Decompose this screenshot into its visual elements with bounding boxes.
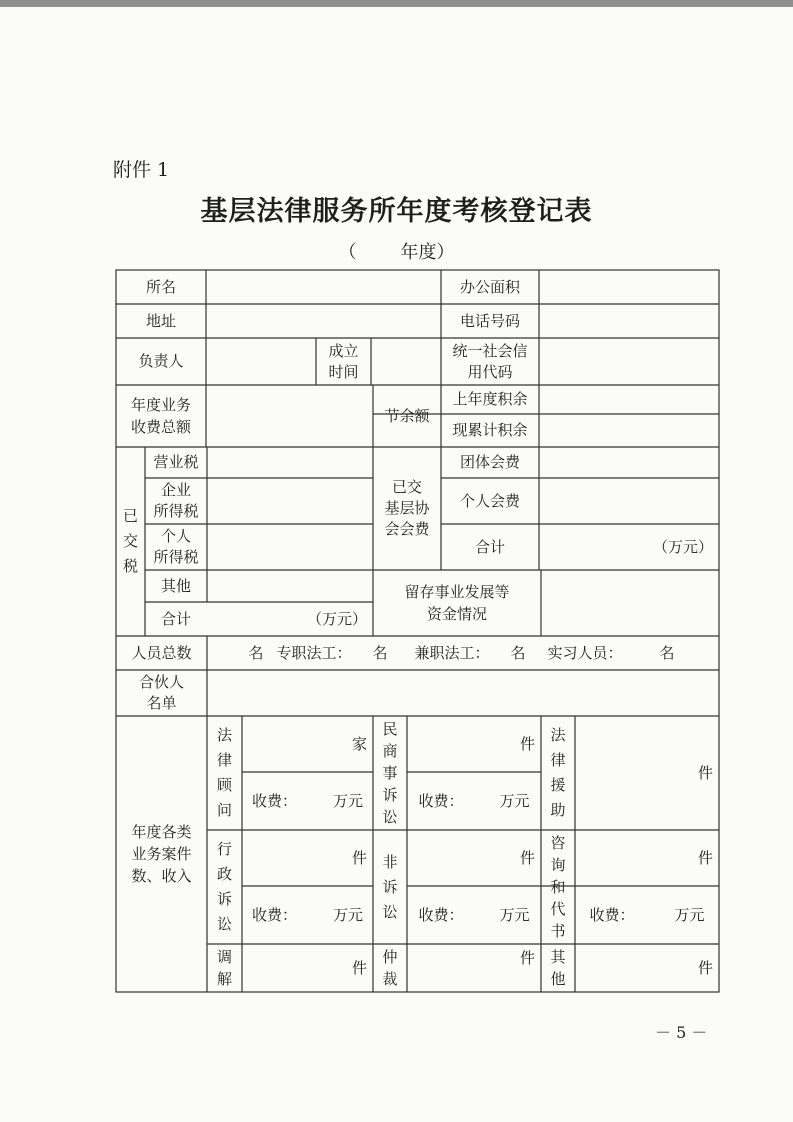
other-cases-label: 其 他: [550, 948, 566, 988]
cases-label: 年度各类 业务案件 数、收入: [131, 823, 192, 885]
last-year-surplus-label: 上年度积余: [452, 390, 528, 408]
consult-writing-label: 咨 询 和 代 书: [550, 834, 566, 940]
personal-tax-label: 个人 所得税: [153, 527, 199, 566]
mediation-count[interactable]: 件: [351, 958, 367, 977]
partners-field[interactable]: [207, 670, 719, 716]
credit-code-label: 统一社会信 用代码: [452, 341, 528, 381]
attachment-label: 附件 1: [113, 159, 170, 181]
consult-writing-count[interactable]: 件: [697, 848, 713, 867]
partners-label: 合伙人 名单: [138, 673, 184, 712]
civil-litigation-label: 民 商 事 诉 讼: [382, 720, 398, 826]
personal-tax-field[interactable]: [207, 524, 373, 570]
office-area-label: 办公面积: [459, 277, 520, 296]
arbitration-label: 仲 裁: [382, 948, 398, 988]
cumulative-surplus-label: 现累计积余: [452, 421, 528, 439]
phone-field[interactable]: [539, 304, 719, 338]
intern-unit: 名: [659, 643, 675, 662]
consult-writing-fee[interactable]: 收费： 万元: [589, 905, 705, 924]
legal-counsel-count[interactable]: 家: [351, 734, 367, 753]
tax-total-field[interactable]: （万元）: [306, 609, 367, 628]
founded-label: 成立 时间: [328, 341, 359, 381]
legal-aid-count[interactable]: 件: [697, 763, 713, 782]
association-fee-label: 已交 基层协 会会费: [384, 478, 430, 538]
individual-fee-label: 个人会费: [459, 491, 520, 510]
admin-litigation-fee[interactable]: 收费： 万元: [251, 905, 364, 924]
mediation-label: 调 解: [216, 948, 232, 988]
leader-label: 负责人: [138, 352, 184, 370]
civil-litigation-count[interactable]: 件: [519, 734, 535, 753]
other-cases-count[interactable]: 件: [697, 958, 713, 977]
individual-fee-field[interactable]: [539, 478, 719, 524]
non-litigation-fee[interactable]: 收费： 万元: [418, 905, 530, 924]
surplus-label: 节余额: [384, 406, 430, 425]
tax-paid-label: 已 交 税: [122, 507, 138, 575]
corporate-tax-label: 企业 所得税: [153, 481, 199, 520]
arbitration-count[interactable]: 件: [519, 949, 535, 967]
leader-field[interactable]: [206, 338, 316, 385]
non-litigation-count[interactable]: 件: [519, 848, 535, 867]
group-fee-field[interactable]: [539, 447, 719, 478]
staff-total-label: 人员总数: [131, 643, 192, 662]
credit-code-field[interactable]: [539, 338, 719, 385]
address-field[interactable]: [206, 304, 441, 338]
other-tax-field[interactable]: [207, 570, 373, 602]
annual-fee-field[interactable]: [206, 385, 373, 447]
founded-field[interactable]: [371, 338, 441, 385]
name-label: 所名: [145, 277, 176, 296]
fulltime-unit: 名: [372, 643, 388, 662]
business-tax-field[interactable]: [207, 447, 373, 478]
legal-counsel-fee[interactable]: 收费： 万元: [251, 791, 364, 810]
admin-litigation-count[interactable]: 件: [351, 848, 367, 867]
form-title: 基层法律服务所年度考核登记表: [200, 196, 593, 227]
intern-label: 实习人员：: [547, 643, 623, 662]
legal-aid-label: 法 律 援 助: [550, 726, 566, 819]
group-fee-label: 团体会费: [459, 453, 520, 471]
parttime-label: 兼职法工：: [414, 643, 490, 662]
phone-label: 电话号码: [459, 311, 520, 330]
legal-counsel-label: 法 律 顾 问: [216, 726, 232, 819]
annual-fee-label: 年度业务 收费总额: [130, 396, 191, 436]
tax-total-label: 合计: [160, 609, 191, 628]
page-number: － 5 －: [655, 1023, 708, 1042]
association-total-label: 合计: [474, 537, 505, 556]
cumulative-surplus-field[interactable]: [539, 414, 719, 447]
last-year-surplus-field[interactable]: [539, 385, 719, 414]
association-total-field[interactable]: （万元）: [652, 537, 713, 556]
year-field[interactable]: （ 年度）: [338, 242, 455, 263]
office-area-field[interactable]: [539, 270, 719, 304]
fulltime-label: 专职法工：: [276, 643, 352, 662]
name-field[interactable]: [206, 270, 441, 304]
reserve-fund-field[interactable]: [541, 570, 719, 636]
non-litigation-label: 非 诉 讼: [382, 852, 398, 921]
admin-litigation-label: 行 政 诉 讼: [216, 840, 232, 933]
staff-total-unit: 名: [248, 643, 264, 662]
business-tax-label: 营业税: [153, 453, 199, 471]
reserve-fund-label: 留存事业发展等 资金情况: [404, 583, 510, 623]
corporate-tax-field[interactable]: [207, 478, 373, 524]
civil-litigation-fee[interactable]: 收费： 万元: [418, 791, 530, 810]
address-label: 地址: [145, 311, 176, 330]
other-tax-label: 其他: [160, 576, 191, 595]
parttime-unit: 名: [510, 643, 526, 662]
